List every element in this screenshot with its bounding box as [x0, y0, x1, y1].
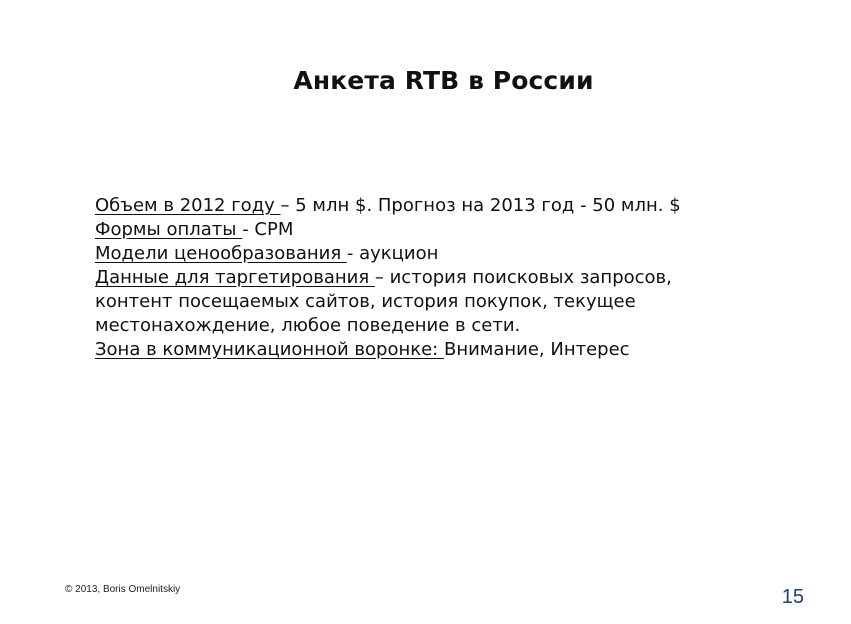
text-funnel: Внимание, Интерес: [443, 339, 630, 360]
page-number: 15: [781, 586, 804, 608]
line-pricing: [95, 242, 755, 266]
label-funnel: Зона в коммуникационной воронке:: [95, 339, 444, 360]
line-payment: [95, 218, 755, 242]
label-payment: Формы оплаты: [95, 219, 243, 240]
body-text: [95, 194, 755, 362]
text-payment: - CPM: [242, 219, 294, 240]
line-targeting: [95, 266, 755, 290]
label-volume: Объем в 2012 году: [95, 195, 281, 216]
slide-title: Анкета RTB в России: [293, 66, 594, 95]
copyright-text: © 2013, Boris Omelnitskiy: [65, 584, 181, 595]
text-pricing: - аукцион: [346, 243, 439, 264]
text-targeting-cont-2: местонахождение, любое поведение в сети.: [95, 315, 521, 336]
line-volume: [95, 194, 755, 218]
label-pricing: Модели ценообразования: [95, 243, 347, 264]
label-targeting: Данные для таргетирования: [95, 267, 375, 288]
line-targeting-cont-1: [95, 290, 755, 314]
text-volume: – 5 млн $. Прогноз на 2013 год - 50 млн. $: [280, 195, 681, 216]
line-funnel: [95, 338, 755, 362]
text-targeting: – история поисковых запросов,: [374, 267, 672, 288]
line-targeting-cont-2: [95, 314, 755, 338]
text-targeting-cont-1: контент посещаемых сайтов, история покупок, текущее: [95, 291, 636, 312]
